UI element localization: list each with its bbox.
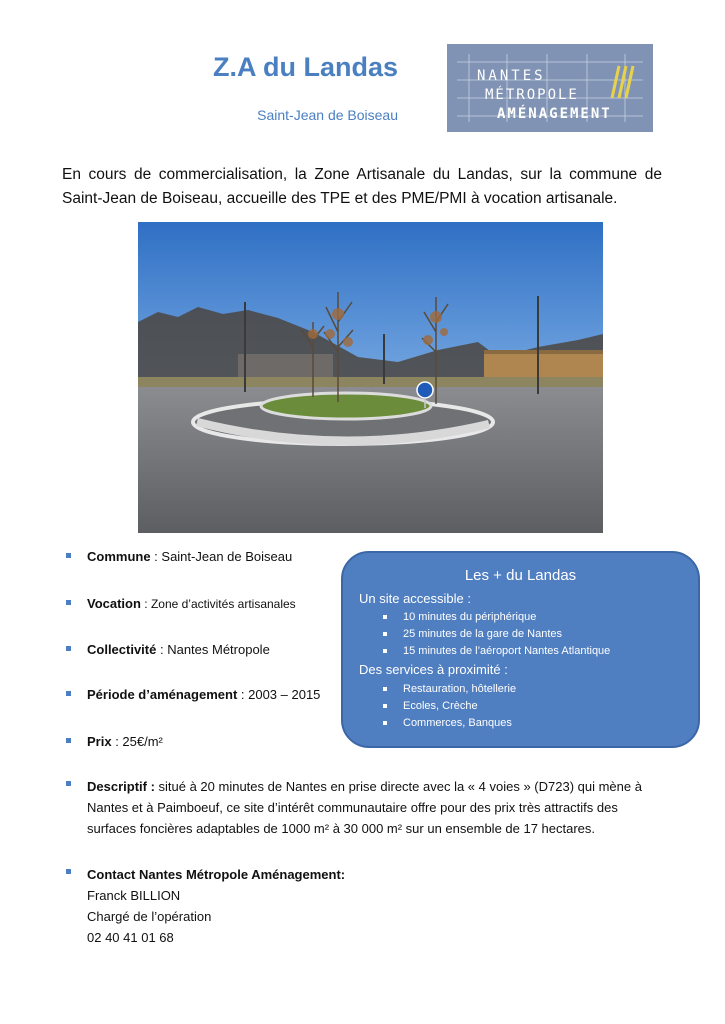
descriptif-text: situé à 20 minutes de Nantes en prise directe avec la « 4 voies » (D723) qui mène à Nantes et à Paimboeuf, ce site d’intérêt communautaire offre pour des prix très attractifs des surfaces foncières adaptables de 1000 m² à 30 000 m² sur un ensemble de 17 hectares. bbox=[87, 779, 642, 836]
fact-value: : 25€/m² bbox=[111, 734, 163, 749]
bullet-square-icon bbox=[383, 632, 387, 636]
list-item bbox=[403, 717, 512, 729]
bullet-square-icon bbox=[383, 721, 387, 725]
list-item-text: Ecoles, Crèche bbox=[403, 700, 478, 712]
bullet-square-icon bbox=[383, 615, 387, 619]
bullet-square-icon bbox=[383, 687, 387, 691]
nantes-metropole-logo bbox=[447, 44, 653, 132]
list-item bbox=[403, 628, 562, 640]
highlights-box bbox=[341, 551, 700, 748]
fact-label: Prix bbox=[87, 734, 112, 749]
list-item-text: 25 minutes de la gare de Nantes bbox=[403, 628, 562, 640]
descriptif-label: Descriptif : bbox=[87, 779, 155, 794]
logo-text-line-1: NANTES bbox=[477, 68, 546, 84]
list-item-text: 10 minutes du périphérique bbox=[403, 611, 537, 623]
fact-value: : Saint-Jean de Boiseau bbox=[150, 549, 293, 564]
bullet-square-icon bbox=[383, 704, 387, 708]
bullet-square-icon bbox=[383, 649, 387, 653]
page-title: Z.A du Landas bbox=[212, 52, 398, 82]
intro-paragraph: En cours de commercialisation, la Zone Artisanale du Landas, sur la commune de Saint-Jean de Boiseau, accueille des TPE et des PME/PMI à vocation artisanale. bbox=[62, 166, 662, 207]
list-item-text: Restauration, hôtellerie bbox=[403, 683, 517, 695]
fact-value: : Zone d’activités artisanales bbox=[140, 597, 296, 611]
list-item bbox=[403, 611, 536, 623]
bullet-square-icon bbox=[66, 646, 71, 651]
logo-text-line-2: MÉTROPOLE bbox=[485, 87, 579, 103]
highlights-section-services: Des services à proximité : bbox=[359, 662, 508, 677]
roundabout-photo bbox=[138, 222, 603, 533]
list-item-text: Commerces, Banques bbox=[403, 717, 512, 729]
highlights-title: Les + du Landas bbox=[464, 567, 577, 584]
logo-text-line-3: AMÉNAGEMENT bbox=[497, 106, 612, 122]
bullet-square-icon bbox=[66, 738, 71, 743]
bullet-square-icon bbox=[66, 600, 71, 605]
list-item bbox=[403, 645, 610, 657]
bullet-square-icon bbox=[66, 691, 71, 696]
bullet-square-icon bbox=[66, 869, 71, 874]
fact-label: Période d’aménagement bbox=[87, 687, 238, 702]
list-item bbox=[403, 700, 478, 712]
contact-role: Chargé de l’opération bbox=[87, 909, 212, 924]
list-item-text: 15 minutes de l’aéroport Nantes Atlantique bbox=[403, 645, 611, 657]
fact-label: Vocation bbox=[87, 596, 141, 611]
fact-value: : 2003 – 2015 bbox=[237, 687, 321, 702]
page-subtitle: Saint-Jean de Boiseau bbox=[257, 107, 398, 123]
highlights-section-access: Un site accessible : bbox=[359, 591, 471, 606]
fact-label: Collectivité bbox=[87, 642, 157, 657]
contact-phone: 02 40 41 01 68 bbox=[87, 930, 174, 945]
fact-label: Commune bbox=[87, 549, 151, 564]
contact-label: Contact Nantes Métropole Aménagement: bbox=[87, 867, 346, 882]
bullet-square-icon bbox=[66, 781, 71, 786]
fact-value: : Nantes Métropole bbox=[156, 642, 270, 657]
list-item bbox=[403, 683, 516, 695]
contact-name: Franck BILLION bbox=[87, 888, 181, 903]
bullet-square-icon bbox=[66, 553, 71, 558]
